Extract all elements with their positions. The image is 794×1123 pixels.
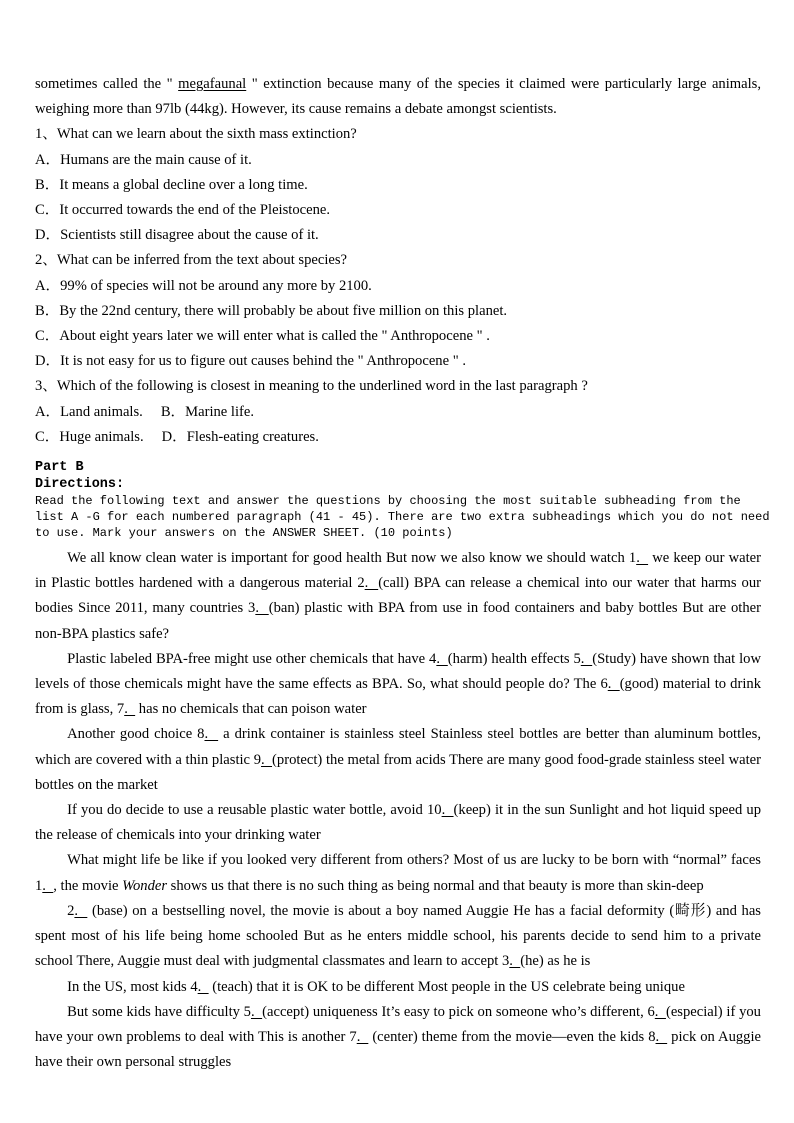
cloze-blank: . [509,953,521,970]
reading-intro-paragraph [35,72,761,122]
text-run: we keep our water in Plastic bottles hardened with a dangerous material 2 [35,550,761,592]
question-1 [35,122,761,248]
cloze-blank: . [255,600,269,617]
option: B．It means a global decline over a long time. [35,176,308,193]
cloze-blank: . [654,1003,666,1020]
question-2 [35,248,761,374]
option: C．It occurred towards the end of the Pleistocene. [35,202,331,219]
cloze-blank: . [204,726,219,743]
cloze-blank: . [655,1028,668,1045]
text-run: sometimes called the " [35,76,179,92]
option: A．Humans are the main cause of it. [35,151,252,168]
option: D．Flesh-eating creatures. [161,428,319,445]
cloze-passage [35,546,761,1075]
option: D．Scientists still disagree about the cause of it. [35,227,319,244]
passage-paragraph [35,722,761,798]
text-run: , the movie [53,877,123,894]
option-row [35,198,761,223]
question-stem: 3、Which of the following is closest in meaning to the underlined word in the last paragraph ? [35,378,588,395]
text-run: a drink container is stainless steel Stainless steel bottles are better than aluminum bottles, which are covered with a thin plastic 9 [35,726,761,768]
question-stem: 2、What can be inferred from the text about species? [35,252,348,269]
text-run: (ban) plastic with BPA from use in food containers and baby bottles But are other non-BPA plastics safe? [35,600,761,642]
directions-line: to use. Mark your answers on the ANSWER SHEET. (10 points) [35,526,453,541]
text-run: But some kids have difficulty 5 [67,1003,251,1020]
italic-text: Wonder [122,877,168,894]
option: D．It is not easy for us to figure out causes behind the " Anthropocene " . [35,353,466,370]
cloze-blank: . [364,575,379,592]
text-run: has no chemicals that can poison water [135,701,367,718]
cloze-blank: . [124,701,136,718]
option: B．Marine life. [160,403,255,420]
passage-paragraph [35,1000,761,1076]
question-3 [35,374,761,450]
text-run: (center) theme from the movie—even the kids 8 [368,1028,656,1045]
directions-line: list A -G for each numbered paragraph (41 - 45). There are two extra subheadings which you do not need [35,510,770,525]
text-run: What might life be like if you looked very different from others? Most of us are lucky to be born with “normal” faces 1 [35,852,761,894]
text-run: If you do decide to use a reusable plastic water bottle, avoid 10 [67,802,442,819]
option-row [35,400,761,425]
cloze-blank: . [197,978,209,995]
text-run: Another good choice 8 [67,726,205,743]
cloze-blank: . [441,802,454,819]
text-run: (teach) that it is OK to be different Most people in the US celebrate being unique [208,978,685,995]
text-run: (base) on a bestselling novel, the movie is about a boy named Auggie He has a facial deformity (畸形) and has spent most of his life being home schooled But as he enters middle school, his parents decide to send him to a private school There, Auggie must deal with judgmental classmates and learn to accept 3 [35,902,761,970]
cloze-blank: . [356,1028,369,1045]
text-run: (good) material to drink from is glass, 7 [35,676,761,718]
passage-paragraph [35,848,761,898]
text-run: " extinction because many of the species it claimed were particularly large animals, weighing more than 97lb (44kg). However, its cause remains a debate amongst scientists. [35,76,761,118]
text-run: We all know clean water is important for good health But now we also know we should watch 1 [67,550,637,567]
passage-paragraph [35,975,761,1000]
passage-paragraph [35,899,761,975]
option: C．Huge animals. [35,428,144,445]
text-run: (especial) if you have your own problems to deal with This is another 7 [35,1003,761,1045]
text-run: Plastic labeled BPA-free might use other chemicals that have 4 [67,650,437,667]
cloze-blank: . [74,902,88,919]
option-row [35,173,761,198]
cloze-blank: . [250,1003,263,1020]
cloze-blank: . [580,650,593,667]
text-run: (he) as he is [520,953,591,970]
option: C．About eight years later we will enter what is called the " Anthropocene " . [35,328,490,345]
passage-paragraph [35,546,761,647]
text-run: (accept) uniqueness It’s easy to pick on someone who’s different, 6 [262,1003,655,1020]
cloze-blank: . [607,676,620,693]
cloze-blank: . [636,550,649,567]
text-run: (harm) health effects 5 [447,650,581,667]
text-run: 2 [67,902,75,919]
option-row [35,349,761,374]
text-run: (call) BPA can release a chemical into our water that harms our bodies Since 2011, many countries 3 [35,575,761,617]
option-row [35,324,761,349]
option: B．By the 22nd century, there will probably be about five million on this planet. [35,302,508,319]
cloze-blank: . [261,751,273,768]
directions-line: Read the following text and answer the questions by choosing the most suitable subheading from the [35,494,741,509]
part-b-heading: Part B [35,460,84,476]
text-run: (Study) have shown that low levels of those chemicals might have the same effects as BPA. So, what should people do? The 6 [35,650,761,693]
option: A．Land animals. [35,403,143,420]
part-b-section [35,459,770,541]
question-stem: 1、What can we learn about the sixth mass extinction? [35,126,357,143]
option: A．99% of species will not be around any more by 2100. [35,277,372,294]
text-run: (keep) it in the sun Sunlight and hot liquid speed up the release of chemicals into your drinking water [35,802,761,844]
questions-section [35,122,761,450]
cloze-blank: . [42,877,54,894]
option-row [35,148,761,173]
text-run: pick on Auggie have their own personal struggles [35,1028,761,1071]
text-run: (protect) the metal from acids There are many good food-grade stainless steel water bottles on the market [35,751,761,793]
text-run: shows us that there is no such thing as being normal and that beauty is more than skin-deep [167,877,704,894]
text-run: In the US, most kids 4 [67,978,198,995]
passage-paragraph [35,798,761,848]
underlined-word: megafaunal [178,76,247,92]
option-row [35,425,761,450]
option-row [35,299,761,324]
passage-paragraph [35,647,761,723]
cloze-blank: . [436,650,448,667]
directions-label: Directions: [35,477,125,493]
option-row [35,274,761,299]
option-row [35,223,761,248]
